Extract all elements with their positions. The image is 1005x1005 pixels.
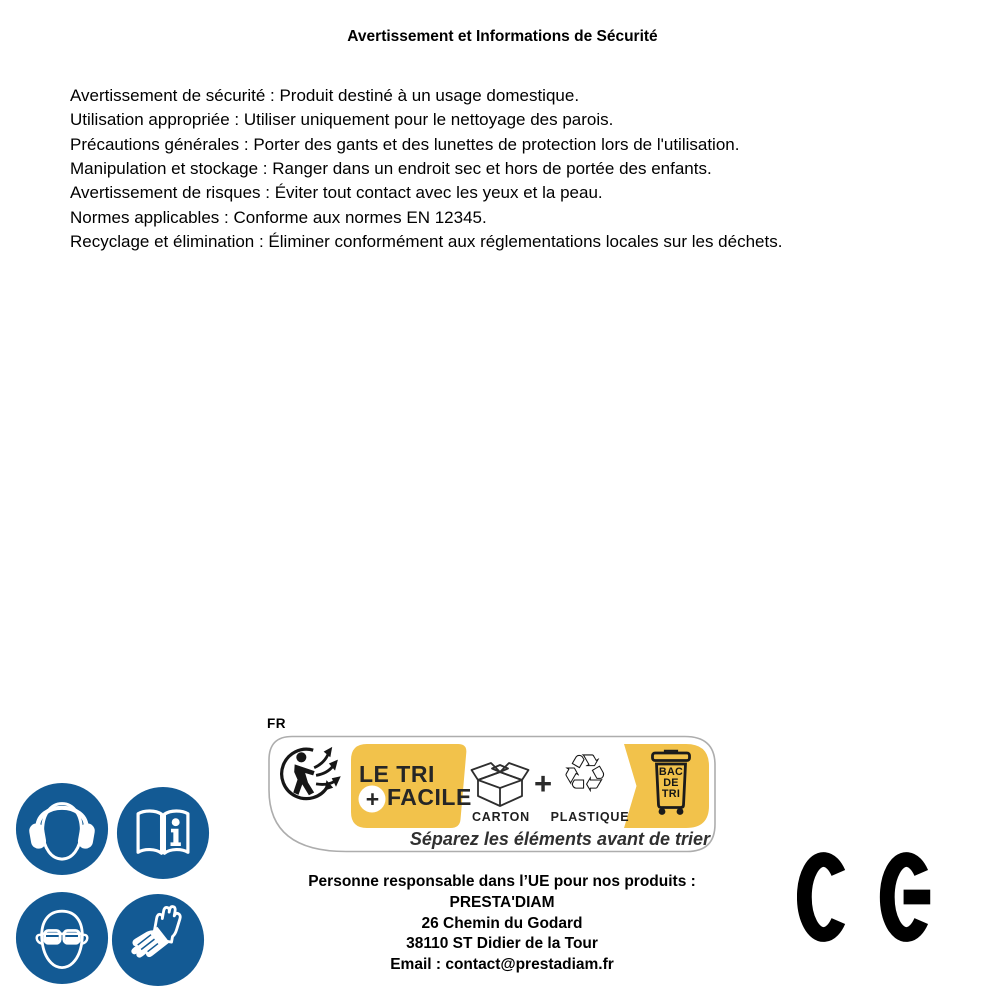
responsible-line: Email : contact@prestadiam.fr xyxy=(390,956,614,974)
tri-label-title-line1: LE TRI xyxy=(359,761,435,787)
tri-label-title-line2: FACILE xyxy=(387,784,472,810)
responsible-line: Personne responsable dans l’UE pour nos produits : xyxy=(308,873,696,890)
safety-warning-list xyxy=(70,84,782,254)
safety-line: Manipulation et stockage : Ranger dans un endroit sec et hors de portée des enfants. xyxy=(70,159,712,179)
read-instruction-manual-icon xyxy=(116,786,210,880)
safety-line: Précautions générales : Porter des gants et des lunettes de protection lors de l'utilisation. xyxy=(70,134,740,154)
tri-label-footer-note: Séparez les éléments avant de trier xyxy=(409,829,710,849)
responsible-person-block xyxy=(252,872,752,976)
responsible-line: PRESTA'DIAM xyxy=(449,893,555,911)
safety-line: Utilisation appropriée : Utiliser uniquement pour le nettoyage des parois. xyxy=(70,110,614,130)
wear-protective-gloves-icon xyxy=(111,893,205,987)
wear-ear-protection-icon xyxy=(15,782,109,876)
page-title: Avertissement et Informations de Sécurité xyxy=(347,28,658,45)
country-code-label: FR xyxy=(267,716,286,731)
recycling-symbol-icon: ♲ xyxy=(561,744,609,805)
responsible-line: 38110 ST Didier de la Tour xyxy=(406,935,598,953)
bin-label: BAC DE TRI xyxy=(658,766,684,800)
safety-line: Avertissement de sécurité : Produit destiné à un usage domestique. xyxy=(70,86,580,105)
wear-eye-protection-icon xyxy=(15,891,109,985)
recycling-sorting-label xyxy=(266,716,718,855)
safety-line: Normes applicables : Conforme aux normes EN 12345. xyxy=(70,207,487,227)
material-label-carton: CARTON xyxy=(471,810,531,824)
material-label-plastique: PLASTIQUE xyxy=(550,810,630,824)
responsible-line: 26 Chemin du Godard xyxy=(421,914,583,932)
ce-marking-icon xyxy=(797,851,947,943)
safety-line: Avertissement de risques : Éviter tout contact avec les yeux et la peau. xyxy=(70,183,603,203)
safety-line: Recyclage et élimination : Éliminer conformément aux réglementations locales sur les déchets. xyxy=(70,232,783,252)
materials-plus-sign: + xyxy=(533,766,553,801)
plus-badge: + xyxy=(365,786,380,812)
